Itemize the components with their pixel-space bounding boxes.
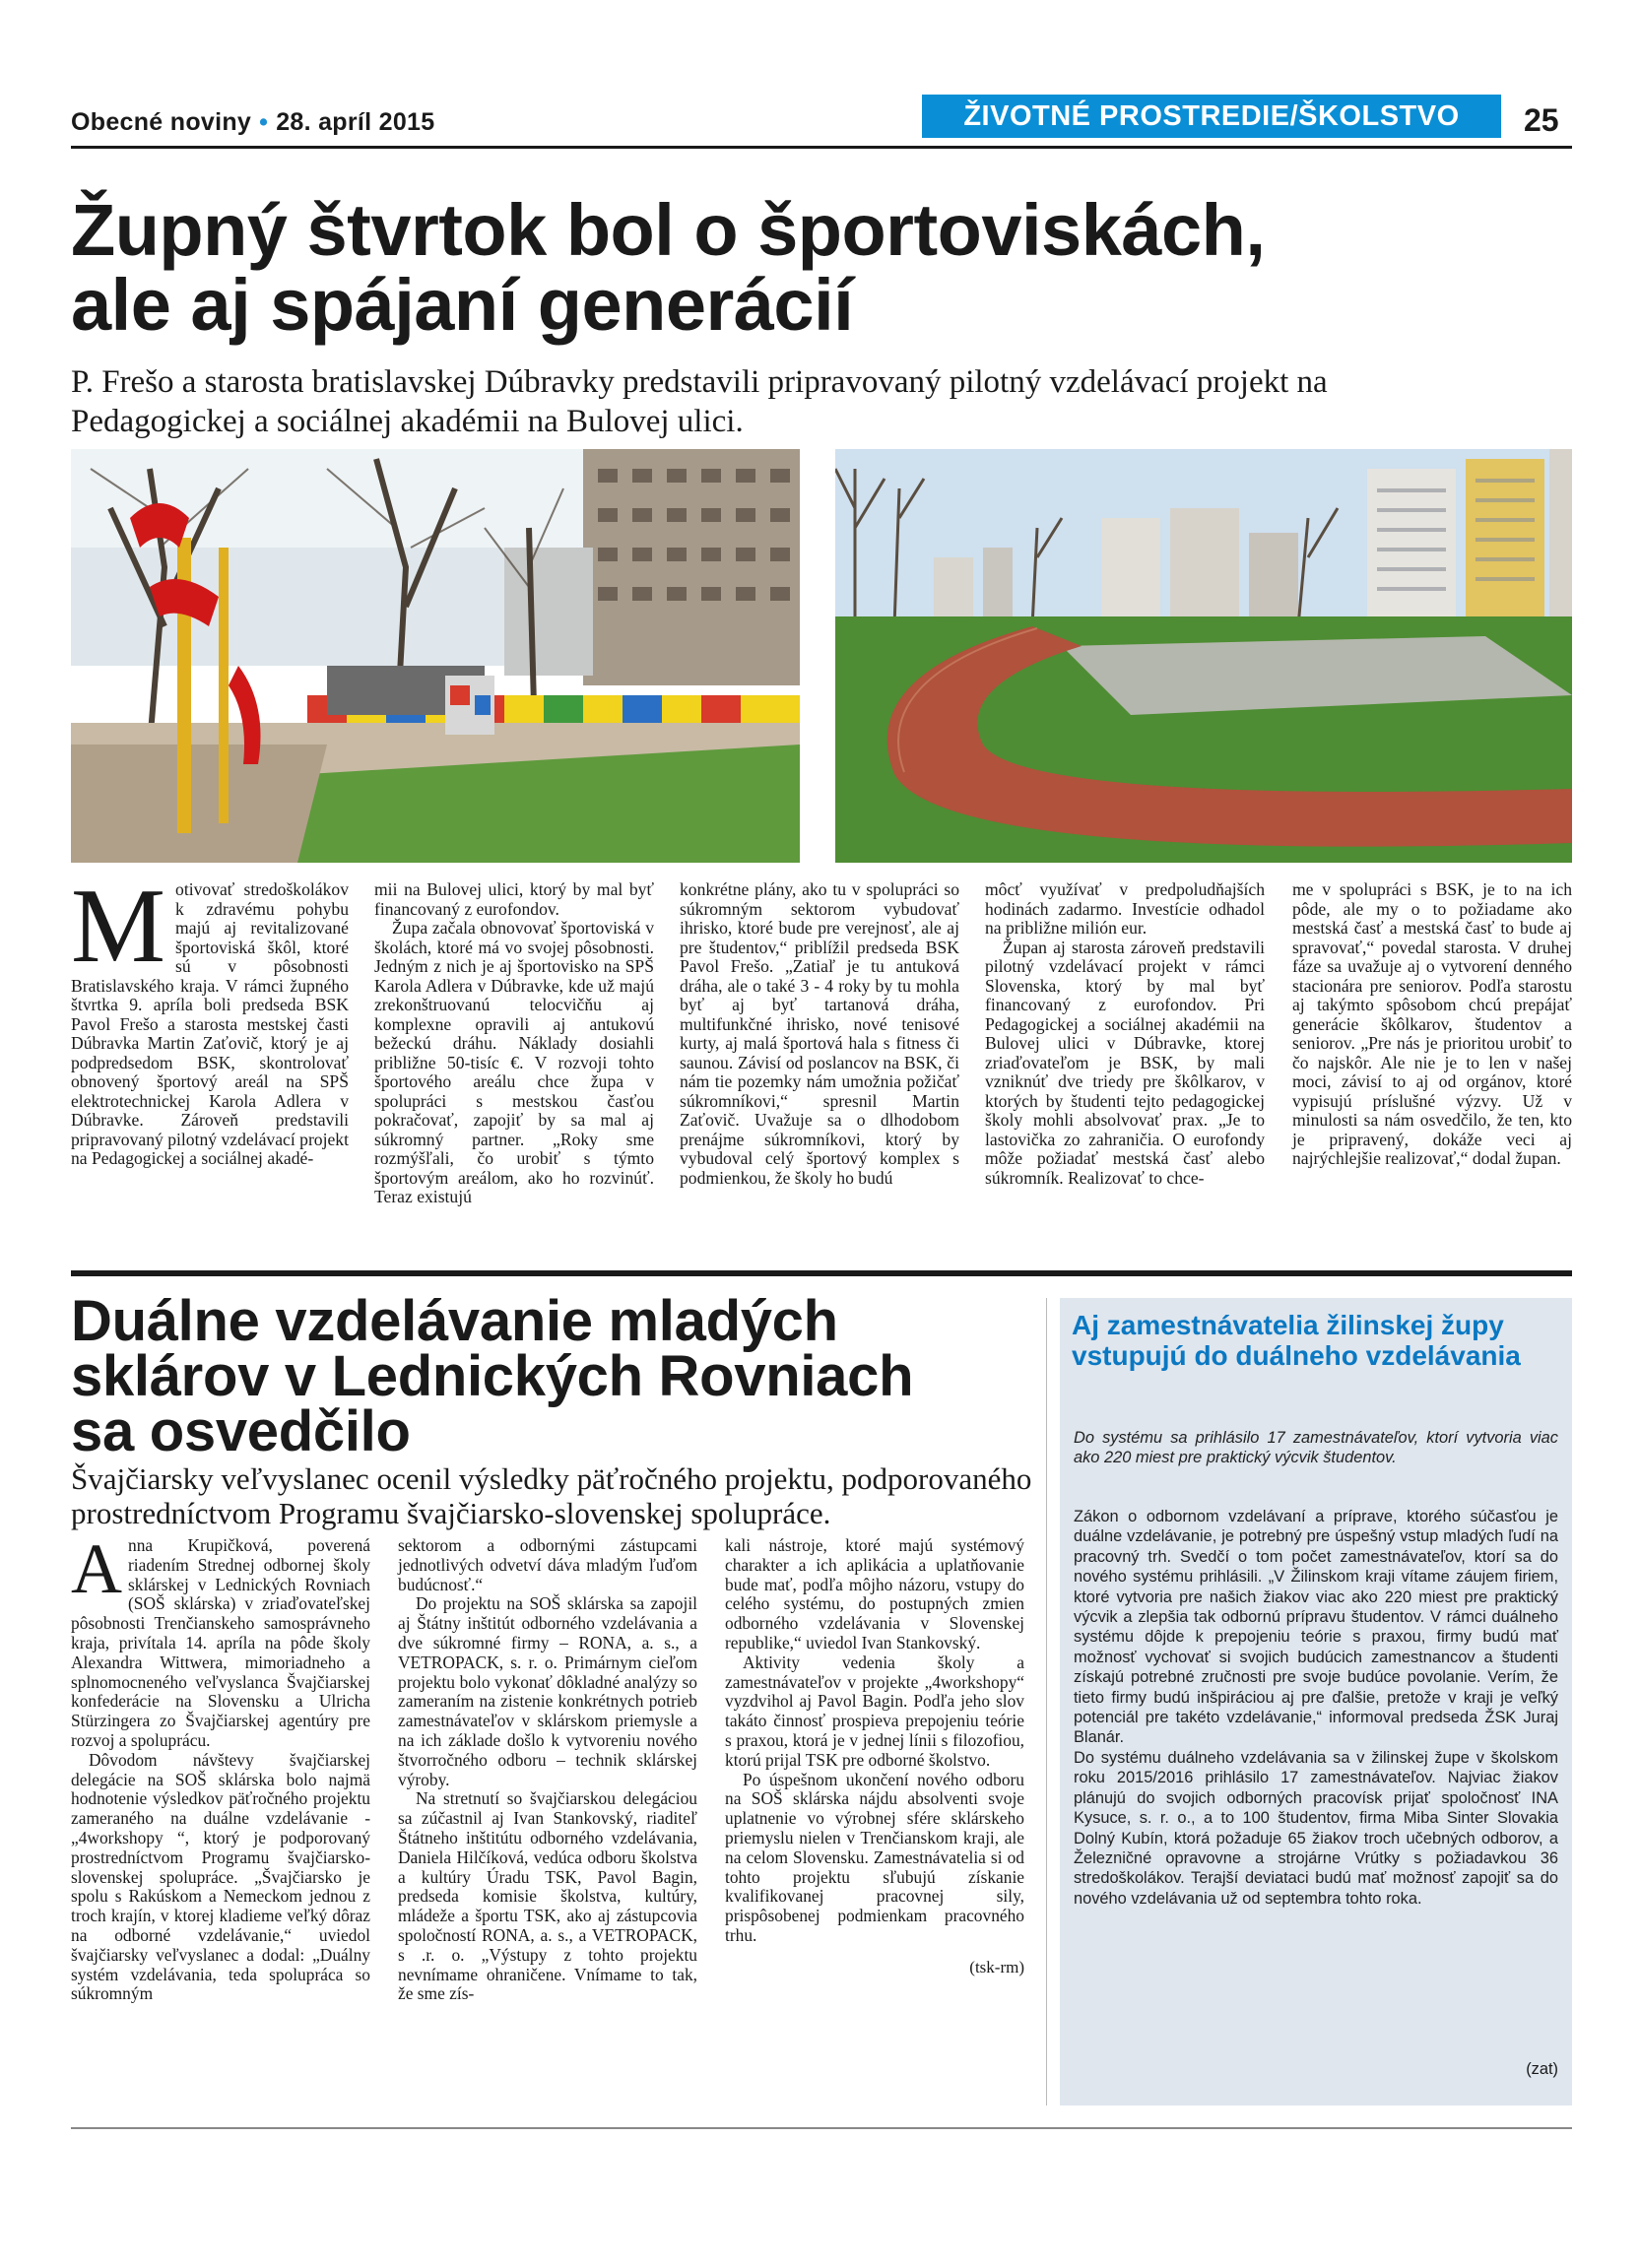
drop-cap: A: [71, 1529, 122, 1608]
article1-column-1: [71, 868, 349, 1169]
headline-line: sklárov v Lednických Rovniach: [71, 1344, 914, 1408]
article2-body: [71, 1529, 1036, 2107]
paragraph: Aktivity vedenia školy a zamestnávateľov v projekte „4workshopy“ vyzdvihol aj Pavol Bagin. Podľa jeho slov takáto činnosť prospieva prepojeniu teórie s praxou, ktorá je v jednej línii s filozofiou, ktorú prijal TSK pre odborné školstvo.: [725, 1652, 1024, 1770]
article2-column-2: [398, 1536, 697, 2004]
track-illustration: [835, 449, 1572, 863]
paragraph: konkrétne plány, ako tu v spolupráci so súkromným sektorom vybudovať ihrisko, ktoré bude pre verejnosť, ale aj pre študentov,“ priblížil predseda BSK Pavol Frešo. „Zatiaľ je tu antuková dráha, ale o také 3 - 4 roky by tu mohla byť aj byť tartanová dráha, multifunkčné ihrisko, nové tenisové kurty, aj malá športová hala s fitness či saunou. Závisí od poslancov na BSK, či nám tie pozemky nám umožnia požičať súkromníkovi,“ spresnil Martin Zaťovič. Uvažuje sa o dlhodobom prenájme súkromníkovi, ktorý by vybudoval celý športový komplex s podmienkou, že školy ho budú: [680, 879, 959, 1188]
paper-name: Obecné noviny: [71, 108, 252, 136]
paragraph-text: nna Krupičková, poverená riadením Strednej odbornej školy sklárskej v Lednických Rovniach (SOŠ sklárska) v zriaďovateľskej pôsobnosti Trenčianskeho samosprávneho kraja, privítala 14. apríla na pôde školy Alexandra Wittwera, mimoriadneho a splnomocneného veľvyslanca Švajčiarskej konfederácie na Slovensku a Ulricha Stürzingera zo Švajčiarskej agentúry pre rozvoj a spoluprácu.: [71, 1535, 370, 1750]
paragraph: Župan aj starosta zároveň predstavili pilotný vzdelávací projekt v rámci Slovenska, ktorý by mal byť financovaný z eurofondov. Pri Pedagogickej a sociálnej akadémii na Bulovej ulici v Dúbravke, ktorej zriaďovateľom je BSK, by mali vzniknúť dve triedy pre škôlkarov, v ktorých by študenti tejto pedagogickej školy mohli absolvovať prax. „Je to lastovička zo zahraničia. O eurofondy môže požiadať mestská časť alebo súkromník. Realizovať to chce-: [985, 937, 1265, 1188]
headline-line: Duálne vzdelávanie mladých: [71, 1289, 838, 1353]
paragraph: kali nástroje, ktoré majú systémový charakter a ich aplikácia a uplatňovanie bude mať, podľa môjho názoru, vstupy do celého systému, do postupných zmien odborného vzdelávania v Slovenskej republike,“ uviedol Ivan Stankovský.: [725, 1535, 1024, 1652]
paragraph: me v spolupráci s BSK, je to na ich pôde, ale my o to požiadame ako mestská časť a mestská časť to bude aj spravovať,“ povedal starosta. V druhej fáze sa uvažuje aj o vytvorení denného stacionára pre seniorov. Podľa starostu aj takýmto spôsobom chcú prepájať generácie škôlkarov, študentov a seniorov. „Pre nás je prioritou urobiť to čo najskôr. Ale nie je to len v našej moci, závisí to aj od orgánov, ktoré vypisujú príslušné výzvy. Už v minulosti sa nám osvedčilo, že ten, kto je pripravený, dokáže veci aj najrýchlejšie realizovať,“ dodal župan.: [1292, 879, 1572, 1168]
paragraph-text: otivovať stredoškolákov k zdravému pohybu majú aj revitalizované športoviská škôl, ktoré sú v pôsobnosti Bratislavského kraja. V rámci župného štvrtka 9. apríla boli predseda BSK Pavol Frešo a starosta mestskej časti Dúbravka Martin Zaťovič, ktorý je aj podpredsedom BSK, skontrolovať obnovený športový areál na SPŠ elektrotechnickej Karola Adlera v Dúbravke. Zároveň predstavili pripravovaný pilotný vzdelávací projekt na Pedagogickej a sociálnej akadé-: [71, 879, 349, 1168]
paragraph: [71, 1529, 370, 1751]
sidebar-title: Aj zamestnávatelia žilinskej župy vstupujú do duálneho vzdelávania: [1072, 1310, 1521, 1371]
paragraph: Zákon o odbornom vzdelávaní a príprave, ktorého súčasťou je duálne vzdelávanie, je potrebný pre úspešný vstup mladých ľudí na pracovný trh. Svedčí o tom počet zamestnávateľov, ktorí sa do nového systému prihlásili. „V Žilinskom kraji vítame záujem firiem, ktoré vytvoria pre našich žiakov viac ako 220 miest pre praktický výcvik a zlepšia tak odbornú prípravu študentov. V rámci duálneho systému dôjde k prepojeniu teórie s praxou, firmy budú mať možnosť vychovať si svojich budúcich zamestnancov a študenti získajú potrebné zručnosti pre svoje budúce povolanie. Verím, že tieto firmy budú inšpiráciou aj pre ďalšie, pretože v kraji je veľký potenciál pre takéto vzdelávanie,“ informoval predseda ŽSK Juraj Blanár.: [1074, 1508, 1558, 1747]
article1-headline: [71, 189, 1450, 346]
playground-illustration: [71, 449, 800, 863]
playground-photo: [71, 449, 800, 863]
paragraph: mii na Bulovej ulici, ktorý by mal byť financovaný z eurofondov.: [374, 879, 654, 919]
page-number: 25: [1524, 102, 1559, 138]
masthead: [71, 108, 434, 137]
article1-column-4: [985, 880, 1265, 1188]
paragraph: Po úspešnom ukončení nového odboru na SOŠ sklárska nájdu absolventi svoje uplatnenie vo výrobnej sfére sklárskeho priemyslu nielen v Trenčianskom kraji, ale na celom Slovensku. Zamestnávatelia si od tohto projektu sľubujú získanie kvalifikovanej pracovnej sily, prispôsobenej podmienkam pracovného trhu.: [725, 1769, 1024, 1945]
paragraph: Na stretnutí so švajčiarskou delegáciou sa zúčastnil aj Ivan Stankovský, riaditeľ Štátneho inštitútu odborného vzdelávania, Daniela Hilčíková, vedúca odboru školstva a kultúry Úradu TSK, Pavol Bagin, predseda komisie školstva, kultúry, mládeže a športu TSK, ako aj zástupcovia spoločností RONA, a. s., a VETROPACK, s .r. o. „Výstupy z tohto projektu nevnímame ohraničene. Vnímame to tak, že sme zís-: [398, 1788, 697, 2004]
headline-line: sa osvedčilo: [71, 1399, 411, 1463]
article2-subtitle: Švajčiarsky veľvyslanec ocenil výsledky päťročného projektu, podporovaného prostredníctvom Programu švajčiarsko-slovenskej spolupráce.: [71, 1461, 1032, 1530]
article1-column-3: [680, 880, 959, 1188]
paragraph: môcť využívať v predpoludňajších hodinách zadarmo. Investície odhadol na približne milión eur.: [985, 879, 1265, 938]
sidebar-body: [1074, 1507, 1558, 1909]
paragraph: Dôvodom návštevy švajčiarskej delegácie na SOŠ sklárska bolo najmä hodnotenie výsledkov päťročného projektu zameraného na duálne vzdelávanie - „4workshopy “, ktorý je podporovaný prostredníctvom Programu švajčiarsko-slovenskej spolupráce. „Švajčiarsko je spolu s Rakúskom a Nemeckom jednou z troch krajín, v ktorej kladieme veľký dôraz na odborné vzdelávanie,“ uviedol švajčiarsky veľvyslanec a dodal: „Duálny systém vzdelávania, teda spolupráca so súkromným: [71, 1749, 370, 2004]
paragraph: sektorom a odbornými zástupcami jednotlivých odvetví dáva mladým ľuďom budúcnosť.“: [398, 1535, 697, 1594]
sidebar-signature: (zat): [1526, 2060, 1558, 2078]
article-divider: [71, 1270, 1572, 1276]
header-rule: [71, 146, 1572, 149]
drop-cap: M: [71, 868, 166, 985]
article1-column-2: [374, 880, 654, 1207]
paragraph: [71, 868, 349, 1169]
column-separator: [1046, 1298, 1047, 2106]
running-track-photo: [835, 449, 1572, 863]
article2-signature: (tsk-rm): [969, 1957, 1024, 1976]
paragraph: Župa začala obnovovať športoviská v školách, ktoré má vo svojej pôsobnosti. Jedným z nich je aj športovisko na SPŠ Karola Adlera v Dúbravke, kde už majú zrekonštruovanú telocvičňu aj komplexne opravili aj antukovú bežeckú dráhu. Náklady dosiahli približne 50-tisíc €. V rozvoji tohto športového areálu chce župa v spolupráci s mestskou časťou pokračovať, zapojiť by sa mal aj súkromný partner. „Roky sme rozmýšľali, čo urobiť s týmto športovým areálom, ako ho rozvinúť. Teraz existujú: [374, 918, 654, 1206]
article1-body: [71, 868, 1572, 1261]
footer-rule: [71, 2127, 1572, 2129]
sidebar-lead: Do systému sa prihlásilo 17 zamestnávateľov, ktorí vytvoria viac ako 220 miest pre praktický výcvik študentov.: [1074, 1429, 1558, 1466]
article2-headline: [71, 1289, 1036, 1463]
headline-line: Župný štvrtok bol o športoviskách,: [71, 189, 1266, 271]
paragraph: Do systému duálneho vzdelávania sa v žilinskej župe v školskom roku 2015/2016 prihlásilo 17 zamestnávateľov. Najviac žiakov plánujú do svojich odborných pracovísk prijať spoločnosť INA Kysuce, s. r. o., a to 100 študentov, firma Miba Sinter Slovakia Dolný Kubín, ktorá požaduje 65 žiakov troch učebných odborov, a Železničné opravovne a strojárne Vrútky s požiadavkou 36 stredoškolákov. Terajší deviataci budú mať možnosť zapojiť sa do nového vzdelávania už od septembra tohto roka.: [1074, 1748, 1558, 1908]
issue-date: 28. apríl 2015: [276, 108, 435, 136]
article2-column-3: [725, 1536, 1024, 1977]
paragraph: Do projektu na SOŠ sklárska sa zapojil aj Štátny inštitút odborného vzdelávania a dve súkromné firmy – RONA, a. s., a VETROPACK, s. r. o. Primárnym cieľom projektu bolo vykonať dôkladné analýzy so zameraním na zistenie konkrétnych potrieb zamestnávateľov v sklárskom priemysle a na ich základe došlo k vytvoreniu nového štvorročného odboru – technik sklárskej výroby.: [398, 1593, 697, 1789]
headline-line: ale aj spájaní generácií: [71, 264, 854, 346]
article1-subtitle: P. Frešo a starosta bratislavskej Dúbravky predstavili pripravovaný pilotný vzdelávací projekt na Pedagogickej a sociálnej akadémii na Bulovej ulici.: [71, 364, 1328, 439]
article2-column-1: [71, 1529, 370, 2004]
separator-dot: •: [259, 108, 269, 136]
section-label: ŽIVOTNÉ PROSTREDIE/ŠKOLSTVO: [922, 95, 1501, 138]
article1-column-5: [1292, 880, 1572, 1169]
